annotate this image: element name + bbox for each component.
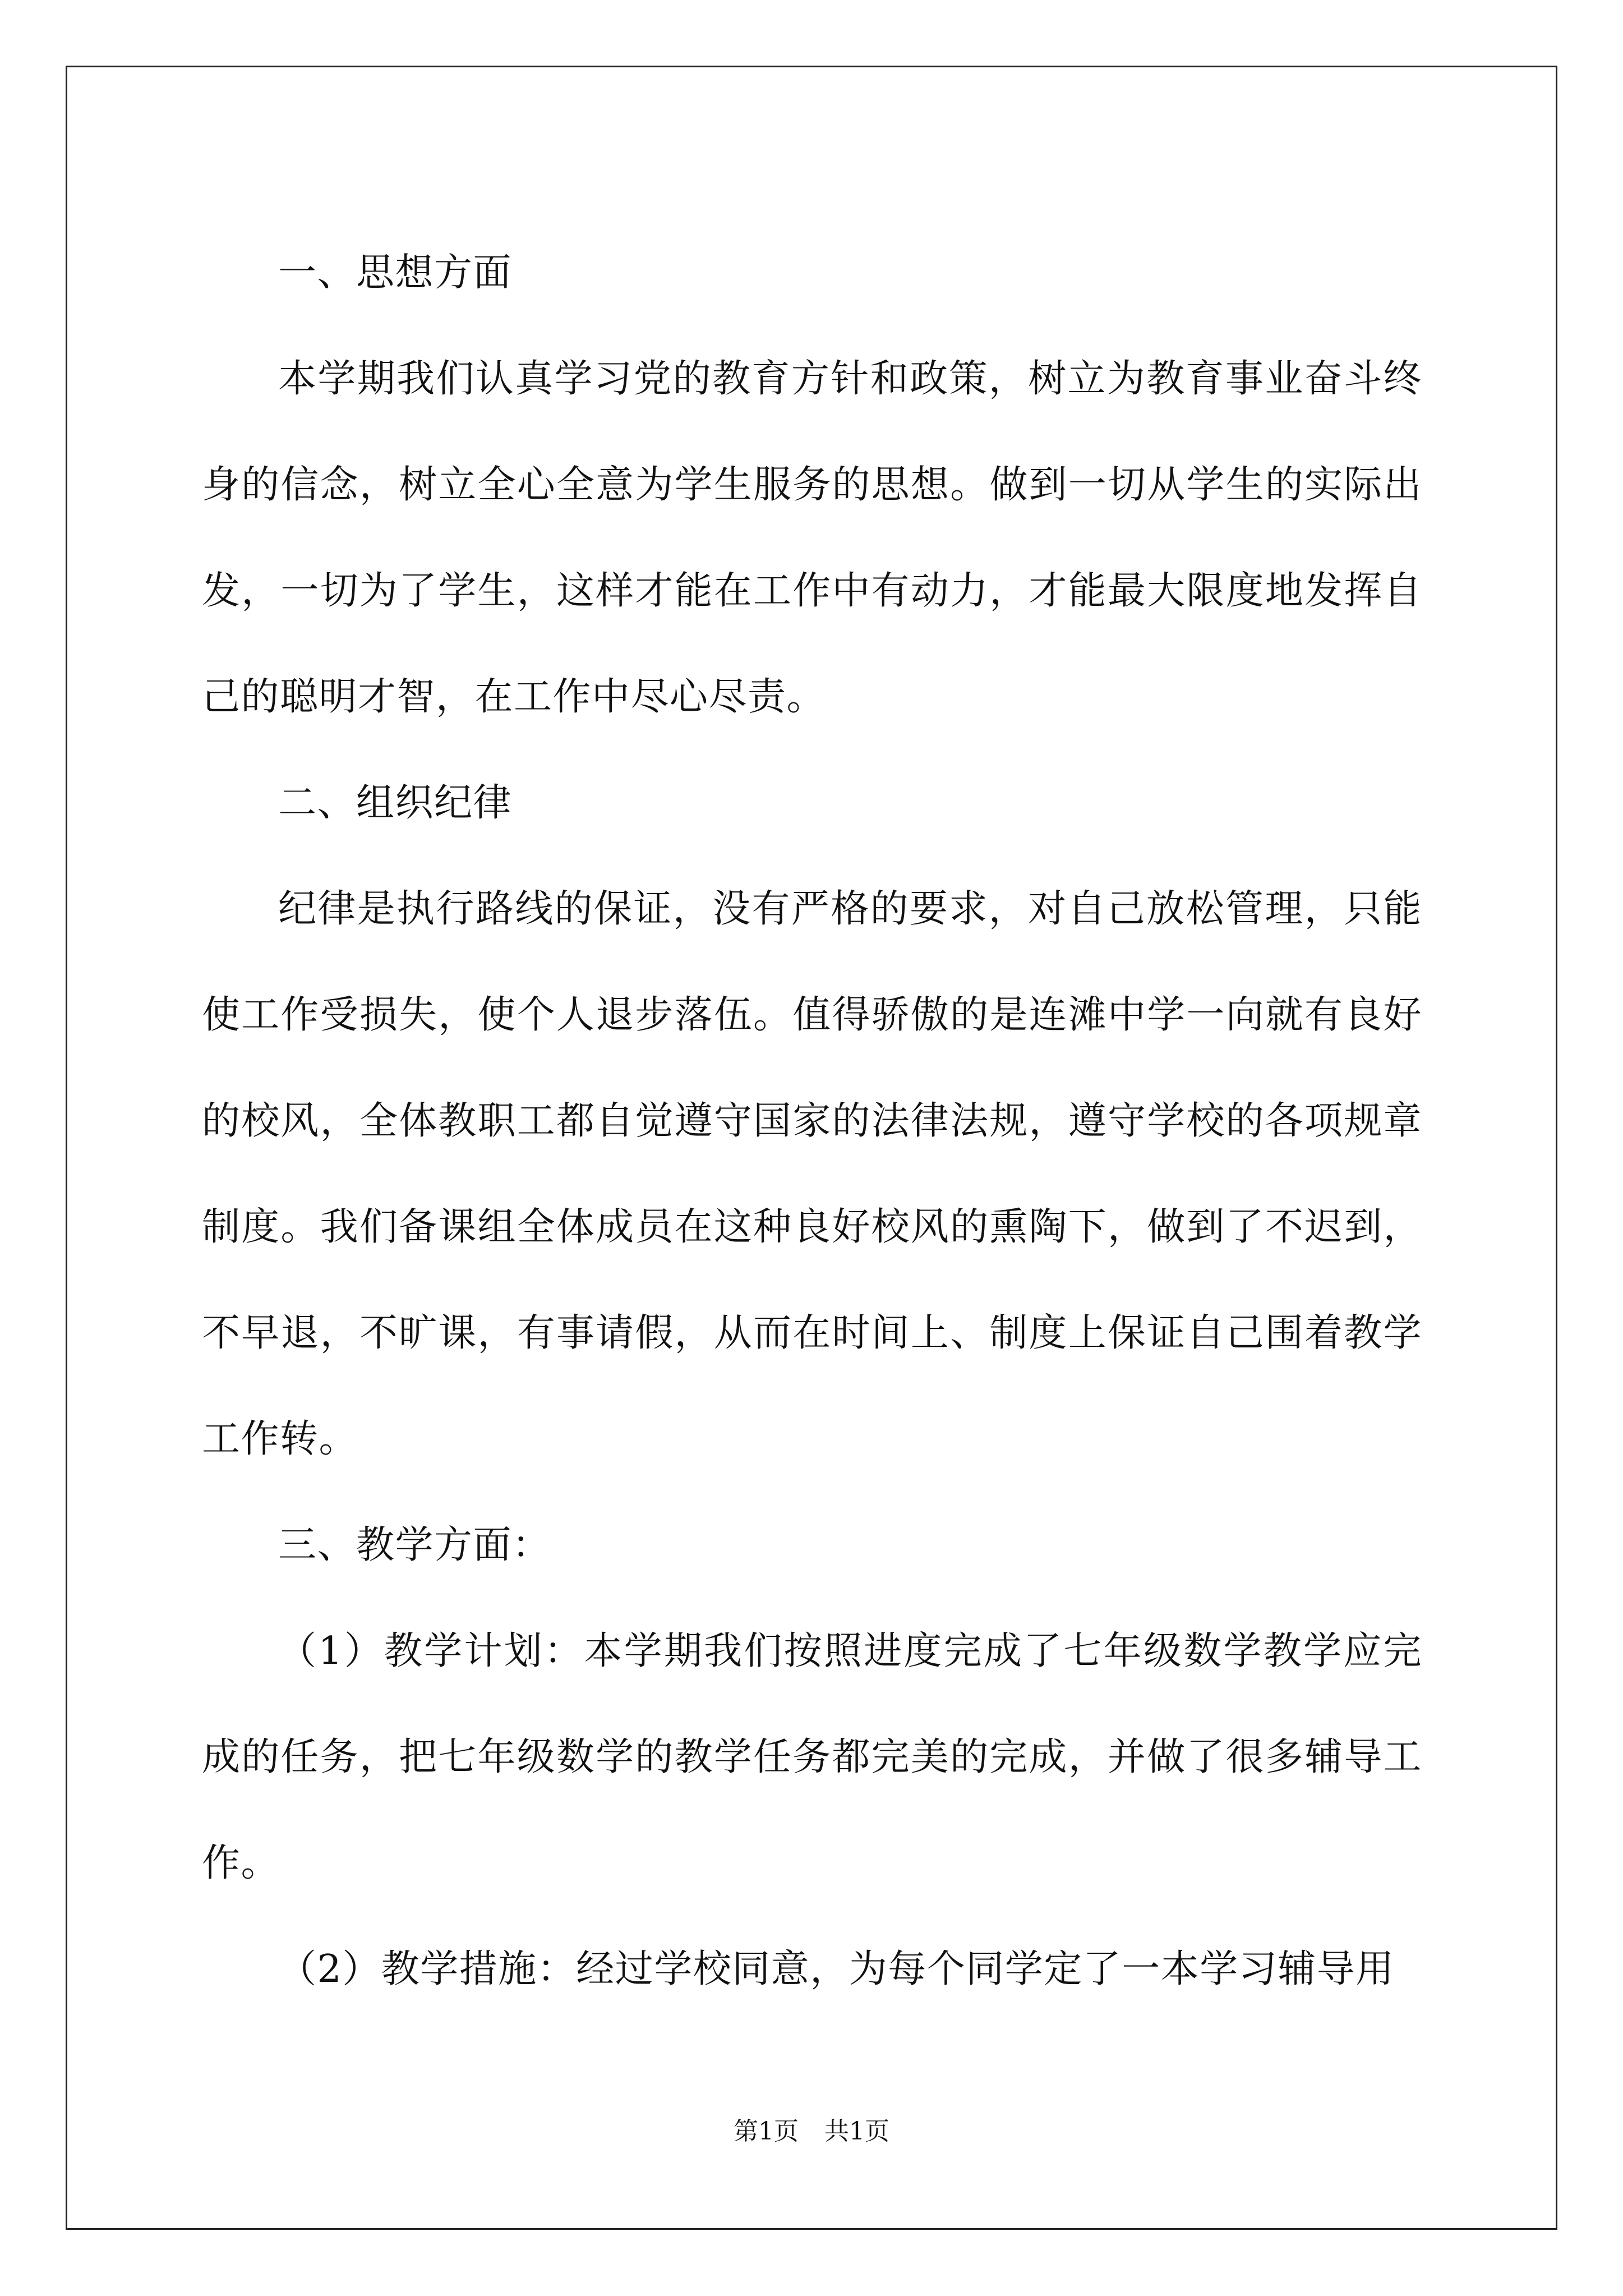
page-footer [0,2115,1623,2148]
paragraph-teaching-plan: （1）教学计划：本学期我们按照进度完成了七年级数学教学应完成的任务，把七年级数学的教学任务都完美的完成，并做了很多辅导工作。 [202,1629,1422,1885]
page-total: 共1页 [824,2117,889,2146]
section-heading-discipline: 二、组织纪律 [278,781,513,825]
paragraph-thought: 本学期我们认真学习党的教育方针和政策，树立为教育事业奋斗终身的信念，树立全心全意为学生服务的思想。做到一切从学生的实际出发，一切为了学生，这样才能在工作中有动力，才能最大限度地发挥自己的聪明才智，在工作中尽心尽责。 [202,357,1422,719]
document-body [202,220,1422,2022]
paragraph-teaching-measures: （2）教学措施：经过学校同意，为每个同学定了一本学习辅导用 [278,1947,1395,1991]
page-number: 第1页 [734,2117,799,2146]
section-heading-teaching: 三、教学方面： [278,1523,551,1567]
paragraph-discipline: 纪律是执行路线的保证，没有严格的要求，对自己放松管理，只能使工作受损失，使个人退步落伍。值得骄傲的是连滩中学一向就有良好的校风，全体教职工都自觉遵守国家的法律法规，遵守学校的各项规章制度。我们备课组全体成员在这种良好校风的熏陶下，做到了不迟到，不早退，不旷课，有事请假，从而在时间上、制度上保证自己围着教学工作转。 [202,887,1422,1461]
section-heading-thought: 一、思想方面 [278,251,513,295]
